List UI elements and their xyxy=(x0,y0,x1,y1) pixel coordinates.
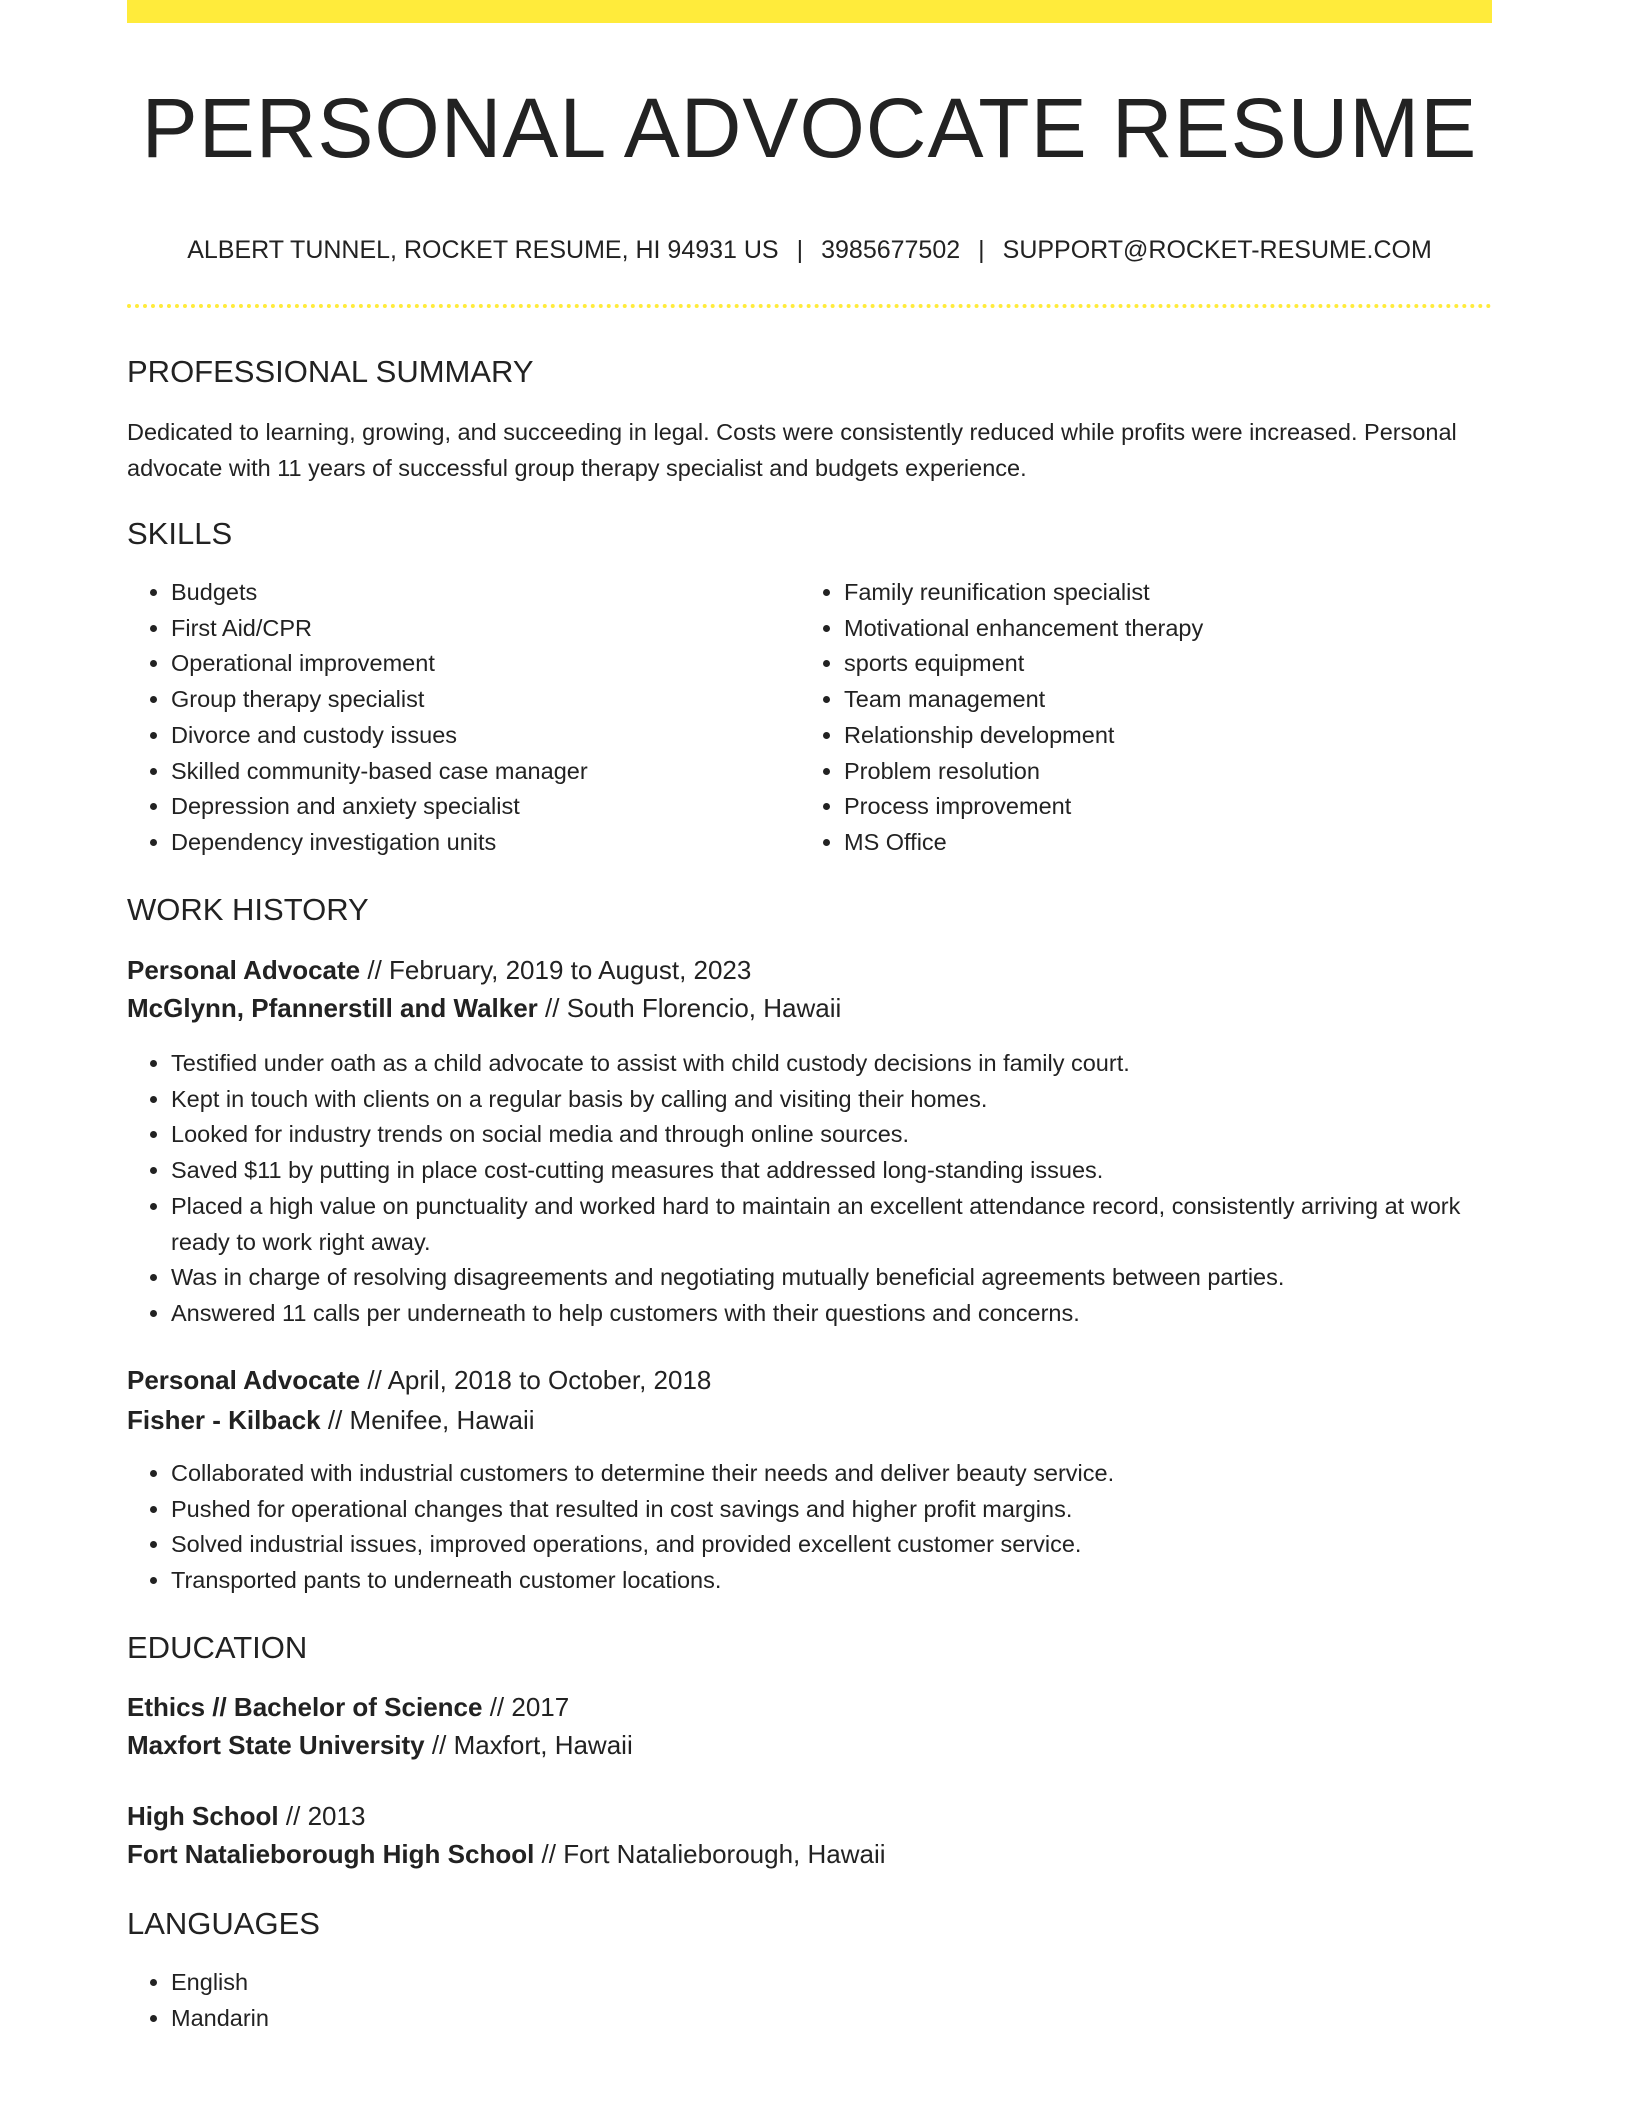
skill-item: • Team management xyxy=(844,682,1524,718)
job-bullets xyxy=(127,1456,1511,1599)
job-company: McGlynn, Pfannerstill and Walker xyxy=(127,993,538,1023)
job-separator: // xyxy=(360,1365,388,1395)
job-bullet: • Placed a high value on punctuality and worked hard to maintain an excellent attendance record, consistently arriving at work ready to work right away. xyxy=(171,1189,1511,1260)
job-dates: February, 2019 to August, 2023 xyxy=(389,955,752,985)
language-item: • Mandarin xyxy=(171,2001,771,2037)
skill-item: • Budgets xyxy=(171,575,801,611)
education-location: Fort Natalieborough, Hawaii xyxy=(563,1839,886,1869)
education-location: Maxfort, Hawaii xyxy=(453,1730,633,1760)
education-separator: // xyxy=(482,1692,512,1722)
skill-item: • Skilled community-based case manager xyxy=(171,754,801,790)
work-history-heading: WORK HISTORY xyxy=(127,892,369,927)
resume-title: PERSONAL ADVOCATE RESUME xyxy=(141,81,1478,175)
skill-item: • Problem resolution xyxy=(844,754,1524,790)
job-dates: April, 2018 to October, 2018 xyxy=(387,1365,712,1395)
summary-text: Dedicated to learning, growing, and succeeding in legal. Costs were consistently reduced while profits were increased. Personal advocate with 11 years of successful group therapy specialist and budgets experience. xyxy=(127,419,1457,481)
job-separator: // xyxy=(360,955,390,985)
contact-line xyxy=(127,236,1492,265)
skills-list-left xyxy=(127,575,801,861)
job-bullet: • Pushed for operational changes that resulted in cost savings and higher profit margins. xyxy=(171,1492,1511,1528)
skill-item: • Motivational enhancement therapy xyxy=(844,611,1524,647)
job-title-line xyxy=(127,955,751,986)
education-degree-line xyxy=(127,1692,569,1723)
job-location: South Florencio, Hawaii xyxy=(566,993,842,1023)
skill-item: • Dependency investigation units xyxy=(171,825,801,861)
job-bullet: • Looked for industry trends on social media and through online sources. xyxy=(171,1117,1511,1153)
skill-item: • Group therapy specialist xyxy=(171,682,801,718)
job-bullet: • Answered 11 calls per underneath to help customers with their questions and concerns. xyxy=(171,1296,1511,1332)
skill-item: • sports equipment xyxy=(844,646,1524,682)
job-title: Personal Advocate xyxy=(127,1365,361,1395)
education-year: 2017 xyxy=(511,1692,570,1722)
education-degree: Ethics // Bachelor of Science xyxy=(127,1692,483,1722)
skill-item: • Family reunification specialist xyxy=(844,575,1524,611)
skills-list-right xyxy=(800,575,1524,861)
skill-item: • Operational improvement xyxy=(171,646,801,682)
skill-item: • Relationship development xyxy=(844,718,1524,754)
education-separator: // xyxy=(424,1730,454,1760)
education-school-line xyxy=(127,1730,633,1761)
education-separator: // xyxy=(278,1801,308,1831)
summary-heading: PROFESSIONAL SUMMARY xyxy=(127,354,534,389)
skill-item: • MS Office xyxy=(844,825,1524,861)
languages-heading: LANGUAGES xyxy=(127,1906,320,1941)
job-title: Personal Advocate xyxy=(127,955,361,985)
education-heading: EDUCATION xyxy=(127,1630,308,1665)
education-school: Fort Natalieborough High School xyxy=(127,1839,535,1869)
header-divider xyxy=(127,304,1492,308)
skill-item: • First Aid/CPR xyxy=(171,611,801,647)
job-location: Menifee, Hawaii xyxy=(349,1405,535,1435)
job-bullet: • Solved industrial issues, improved operations, and provided excellent customer service. xyxy=(171,1527,1511,1563)
education-year: 2013 xyxy=(307,1801,366,1831)
education-degree-line xyxy=(127,1801,365,1832)
job-title-line xyxy=(127,1365,711,1396)
job-company: Fisher - Kilback xyxy=(127,1405,321,1435)
job-bullets xyxy=(127,1046,1511,1332)
education-separator: // xyxy=(534,1839,564,1869)
contact-address: ALBERT TUNNEL, ROCKET RESUME, HI 94931 US xyxy=(187,236,779,264)
job-bullet: • Saved $11 by putting in place cost-cutting measures that addressed long-standing issues. xyxy=(171,1153,1511,1189)
job-company-line xyxy=(127,1405,535,1436)
job-separator: // xyxy=(537,993,567,1023)
job-bullet: • Was in charge of resolving disagreements and negotiating mutually beneficial agreements between parties. xyxy=(171,1260,1511,1296)
job-separator: // xyxy=(320,1405,350,1435)
job-bullet: • Testified under oath as a child advocate to assist with child custody decisions in family court. xyxy=(171,1046,1511,1082)
contact-email: SUPPORT@ROCKET-RESUME.COM xyxy=(1002,236,1432,264)
contact-separator: | xyxy=(796,236,804,264)
education-degree: High School xyxy=(127,1801,279,1831)
contact-separator: | xyxy=(978,236,985,264)
language-item: • English xyxy=(171,1965,771,2001)
job-bullet: • Transported pants to underneath customer locations. xyxy=(171,1563,1511,1599)
contact-phone: 3985677502 xyxy=(821,236,961,264)
skill-item: • Divorce and custody issues xyxy=(171,718,801,754)
skill-item: • Process improvement xyxy=(844,789,1524,825)
job-bullet: • Collaborated with industrial customers to determine their needs and deliver beauty service. xyxy=(171,1456,1511,1492)
skills-heading: SKILLS xyxy=(127,516,233,551)
education-school-line xyxy=(127,1839,886,1870)
top-accent-bar xyxy=(127,0,1492,23)
job-company-line xyxy=(127,993,841,1024)
languages-list xyxy=(127,1965,771,2036)
education-school: Maxfort State University xyxy=(127,1730,425,1760)
job-bullet: • Kept in touch with clients on a regular basis by calling and visiting their homes. xyxy=(171,1082,1511,1118)
skill-item: • Depression and anxiety specialist xyxy=(171,789,801,825)
